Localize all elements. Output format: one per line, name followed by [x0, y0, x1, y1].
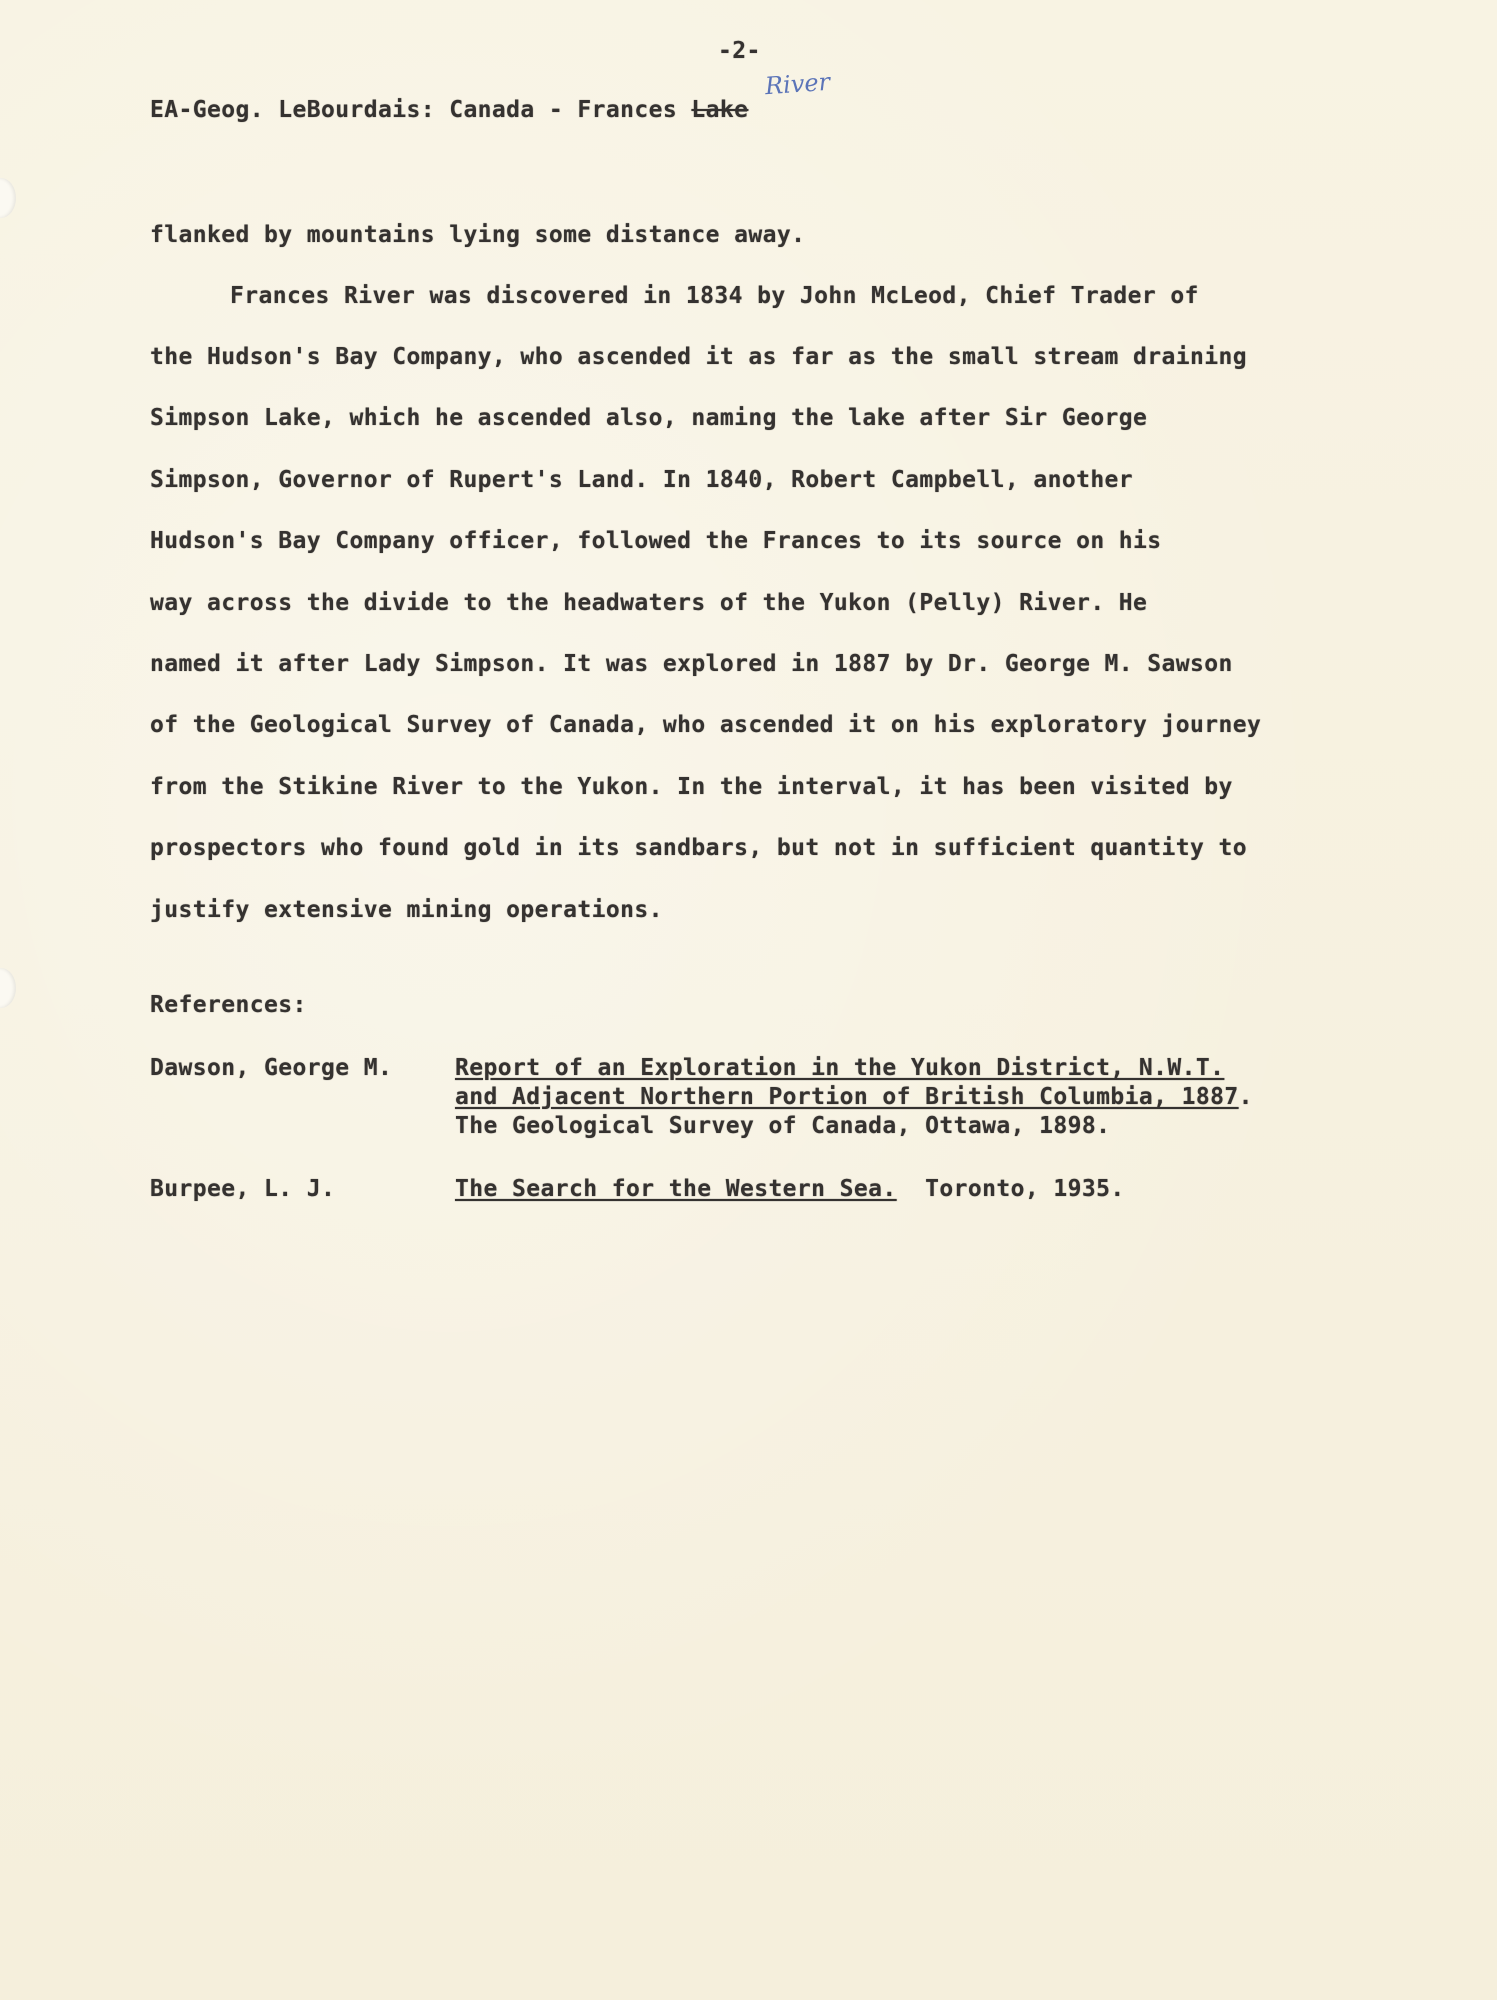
body-line: way across the divide to the headwaters of the Yukon (Pelly) River. He: [150, 590, 1148, 616]
header-prefix: EA-Geog. LeBourdais: Canada - Frances: [150, 97, 692, 123]
reference-title-line-2: and Adjacent Northern Portion of British Columbia, 1887: [455, 1084, 1239, 1110]
punch-hole: [0, 968, 16, 1008]
body-line: Simpson Lake, which he ascended also, naming the lake after Sir George: [150, 405, 1148, 431]
page-number: -2-: [718, 38, 761, 64]
body-line: of the Geological Survey of Canada, who ascended it on his exploratory journey: [150, 712, 1262, 738]
body-line: prospectors who found gold in its sandbars, but not in sufficient quantity to: [150, 835, 1248, 861]
body-line: Frances River was discovered in 1834 by John McLeod, Chief Trader of: [230, 283, 1199, 309]
header-struck-word: Lake: [691, 97, 749, 123]
reference-publisher: Toronto, 1935.: [896, 1176, 1125, 1202]
references-heading: References:: [150, 992, 307, 1018]
handwritten-correction: River: [764, 67, 831, 101]
reference-title: The Search for the Western Sea.: [455, 1176, 897, 1202]
reference-entry: [455, 1176, 1125, 1202]
reference-author: Burpee, L. J.: [150, 1176, 336, 1202]
body-line: flanked by mountains lying some distance away.: [150, 222, 806, 248]
body-line: named it after Lady Simpson. It was explored in 1887 by Dr. George M. Sawson: [150, 651, 1233, 677]
reference-title-period: .: [1238, 1084, 1253, 1110]
reference-title-line: [455, 1084, 1253, 1110]
body-line: justify extensive mining operations.: [150, 897, 663, 923]
reference-author: Dawson, George M.: [150, 1055, 393, 1081]
reference-publisher: The Geological Survey of Canada, Ottawa, 1898.: [455, 1113, 1111, 1139]
body-line: Hudson's Bay Company officer, followed the Frances to its source on his: [150, 528, 1162, 554]
reference-title-line: Report of an Exploration in the Yukon District, N.W.T.: [455, 1055, 1225, 1081]
body-line: Simpson, Governor of Rupert's Land. In 1840, Robert Campbell, another: [150, 467, 1134, 493]
body-line: the Hudson's Bay Company, who ascended it as far as the small stream draining: [150, 344, 1248, 370]
punch-hole: [0, 178, 16, 218]
header-line: [150, 97, 748, 123]
body-line: from the Stikine River to the Yukon. In the interval, it has been visited by: [150, 774, 1233, 800]
